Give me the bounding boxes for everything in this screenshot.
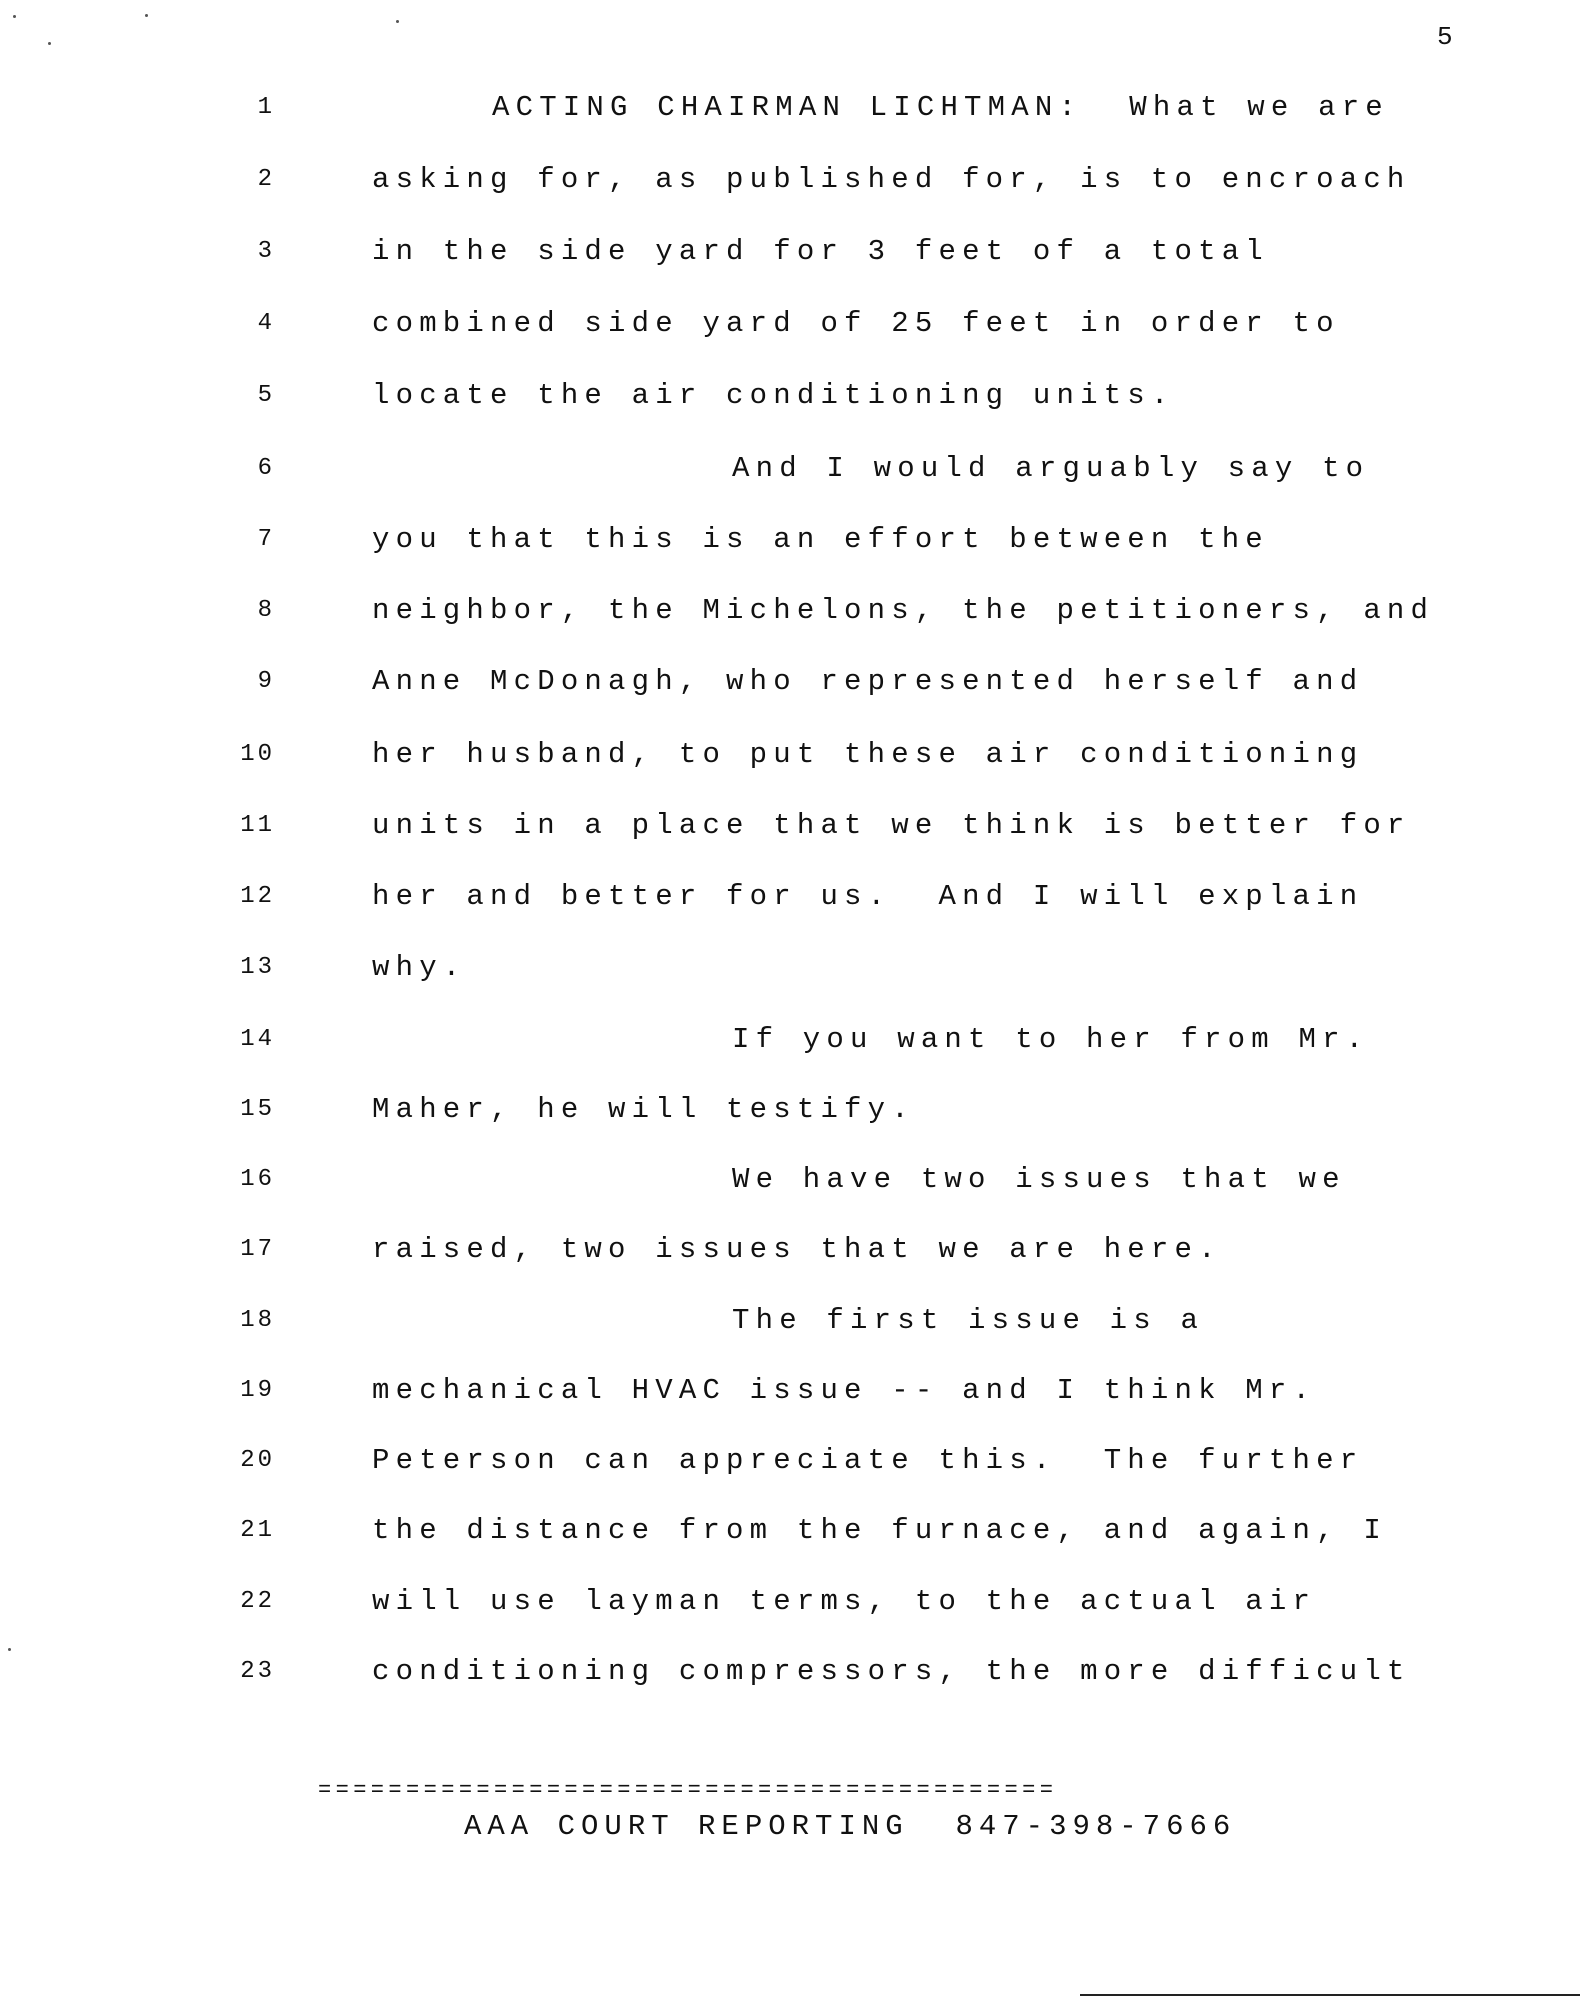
transcript-line bbox=[0, 1511, 1584, 1551]
footer-divider: ========================================== bbox=[318, 1778, 1058, 1803]
line-number: 6 bbox=[257, 455, 275, 482]
transcript-line bbox=[0, 1582, 1584, 1622]
line-number: 2 bbox=[257, 166, 275, 193]
line-number: 3 bbox=[257, 238, 275, 265]
transcript-line bbox=[0, 304, 1584, 344]
line-text: We have two issues that we bbox=[732, 1163, 1346, 1196]
transcript-line bbox=[0, 806, 1584, 846]
line-text: raised, two issues that we are here. bbox=[372, 1233, 1222, 1266]
transcript-line bbox=[0, 88, 1584, 128]
line-number: 19 bbox=[240, 1377, 275, 1404]
line-text: asking for, as published for, is to encroach bbox=[372, 163, 1411, 196]
transcript-line bbox=[0, 1652, 1584, 1692]
line-text: Peterson can appreciate this. The further bbox=[372, 1444, 1364, 1477]
line-number: 18 bbox=[240, 1307, 275, 1334]
line-text: will use layman terms, to the actual air bbox=[372, 1585, 1317, 1618]
line-number: 1 bbox=[257, 94, 275, 121]
line-number: 13 bbox=[240, 954, 275, 981]
transcript-line bbox=[0, 662, 1584, 702]
line-number: 10 bbox=[240, 741, 275, 768]
line-number: 12 bbox=[240, 883, 275, 910]
line-number: 17 bbox=[240, 1236, 275, 1263]
line-text: The first issue is a bbox=[732, 1304, 1205, 1337]
line-number: 23 bbox=[240, 1658, 275, 1685]
transcript-line bbox=[0, 591, 1584, 631]
transcript-line bbox=[0, 232, 1584, 272]
line-number: 7 bbox=[257, 526, 275, 553]
scan-edge-line bbox=[1080, 1994, 1580, 1996]
line-text: ACTING CHAIRMAN LICHTMAN: What we are bbox=[492, 91, 1389, 124]
page-number: 5 bbox=[1437, 22, 1453, 52]
transcript-line bbox=[0, 1230, 1584, 1270]
line-number: 16 bbox=[240, 1166, 275, 1193]
transcript-line bbox=[0, 1301, 1584, 1341]
transcript-line bbox=[0, 1371, 1584, 1411]
line-text: conditioning compressors, the more difficult bbox=[372, 1655, 1411, 1688]
line-number: 21 bbox=[240, 1517, 275, 1544]
transcript-line bbox=[0, 376, 1584, 416]
line-number: 15 bbox=[240, 1096, 275, 1123]
line-number: 14 bbox=[240, 1026, 275, 1053]
line-text: Anne McDonagh, who represented herself and bbox=[372, 665, 1364, 698]
line-text: her and better for us. And I will explain bbox=[372, 880, 1364, 913]
line-text: mechanical HVAC issue -- and I think Mr. bbox=[372, 1374, 1317, 1407]
transcript-line bbox=[0, 160, 1584, 200]
transcript-line bbox=[0, 1441, 1584, 1481]
line-text: units in a place that we think is better for bbox=[372, 809, 1411, 842]
line-number: 9 bbox=[257, 668, 275, 695]
transcript-line bbox=[0, 449, 1584, 489]
transcript-line bbox=[0, 948, 1584, 988]
line-number: 4 bbox=[257, 310, 275, 337]
line-text: combined side yard of 25 feet in order to bbox=[372, 307, 1340, 340]
transcript-line bbox=[0, 1160, 1584, 1200]
line-text: why. bbox=[372, 951, 467, 984]
line-number: 8 bbox=[257, 597, 275, 624]
line-number: 5 bbox=[257, 382, 275, 409]
transcript-line bbox=[0, 520, 1584, 560]
line-text: Maher, he will testify. bbox=[372, 1093, 915, 1126]
line-text: And I would arguably say to bbox=[732, 452, 1370, 485]
line-text: you that this is an effort between the bbox=[372, 523, 1269, 556]
line-text: neighbor, the Michelons, the petitioners, and bbox=[372, 594, 1435, 627]
transcript-line bbox=[0, 877, 1584, 917]
line-number: 22 bbox=[240, 1588, 275, 1615]
line-text: in the side yard for 3 feet of a total bbox=[372, 235, 1269, 268]
line-number: 20 bbox=[240, 1447, 275, 1474]
footer-reporter-info: AAA COURT REPORTING 847-398-7666 bbox=[464, 1810, 1237, 1843]
line-text: locate the air conditioning units. bbox=[372, 379, 1175, 412]
line-text: her husband, to put these air conditioning bbox=[372, 738, 1364, 771]
transcript-line bbox=[0, 735, 1584, 775]
line-text: If you want to her from Mr. bbox=[732, 1023, 1370, 1056]
line-number: 11 bbox=[240, 812, 275, 839]
transcript-line bbox=[0, 1020, 1584, 1060]
transcript-line bbox=[0, 1090, 1584, 1130]
line-text: the distance from the furnace, and again, I bbox=[372, 1514, 1387, 1547]
